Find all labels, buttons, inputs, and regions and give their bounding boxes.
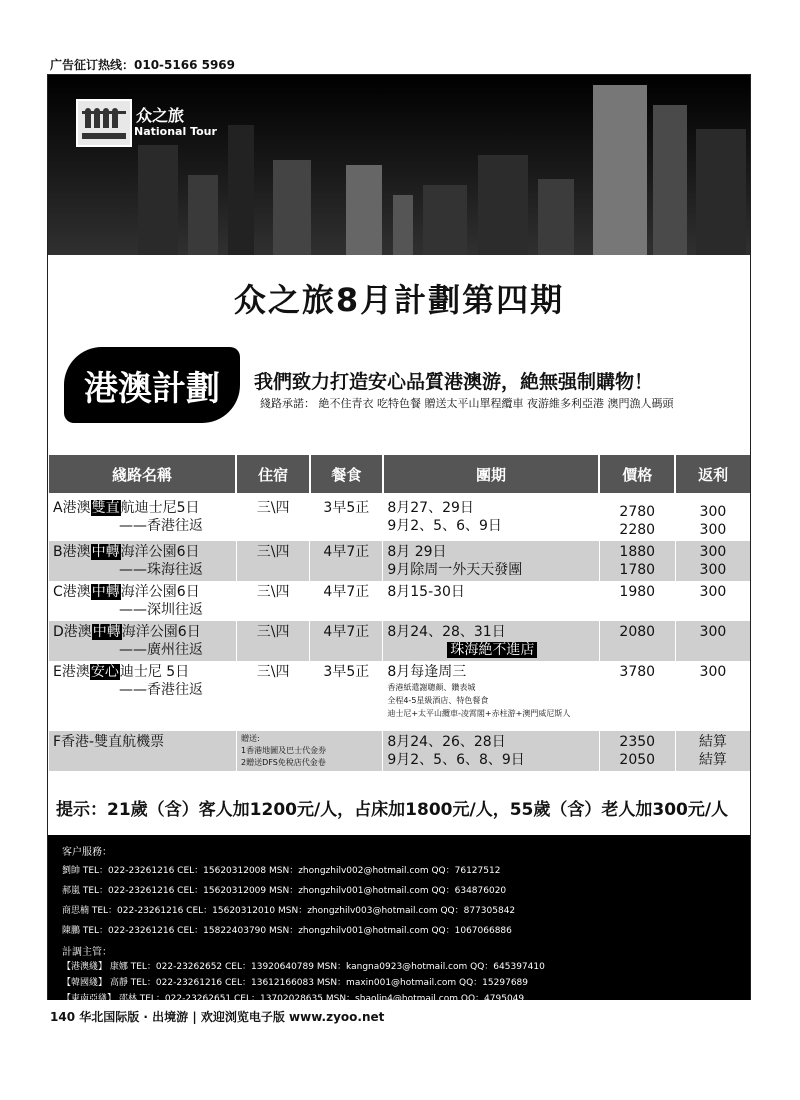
header-dates: 團期: [383, 455, 599, 493]
dates: 8月15-30日: [383, 581, 599, 621]
stay: 三\四: [236, 581, 309, 621]
price: 3780: [599, 661, 675, 731]
slogan: 我們致力打造安心品質港澳游，絶無强制購物！: [254, 371, 654, 393]
rebate: 300: [675, 581, 750, 621]
meals: 4早7正: [310, 581, 383, 621]
brand-badge: 港澳計劃: [64, 347, 240, 423]
route-name: E港澳安心迪士尼 5日 ——香港往返: [49, 661, 237, 731]
rebate: 300: [675, 661, 750, 731]
hotline: 广告征订热线：010-5166 5969: [50, 58, 236, 72]
price: 2080: [599, 621, 675, 661]
table-row: [49, 621, 751, 661]
gift-note: 贈送: 1香港地圖及巴士代金券 2贈送DFS免稅店代金卷: [236, 731, 382, 771]
price-tip: 提示：21歲（含）客人加1200元/人，占床加1800元/人，55歲（含）老人加300元/人: [56, 800, 729, 820]
contact-row: 陳鵬 TEL：022-23261216 CEL：15822403790 MSN：zhongzhilv001@hotmail.com QQ：1067066886: [62, 926, 512, 936]
route-name: D港澳中轉海洋公園6日 ——廣州往返: [49, 621, 237, 661]
stay: 三\四: [236, 661, 309, 731]
dates: 8月每逢周三 香港紙遣謝聰顏、鑽表城 全程4-5星級酒店、特色餐食 迪士尼+太平山纜車-凌霄閣+赤柱游+澳門威尼斯人: [383, 661, 599, 731]
page-title: 众之旅8月計劃第四期: [233, 281, 565, 319]
table-row: [49, 541, 751, 581]
price: 1880 1780: [599, 541, 675, 581]
route-promise: 綫路承諾： 絶不住青衣 吃特色餐 贈送太平山單程纜車 夜游維多利亞港 澳門漁人碼頭: [260, 397, 674, 410]
routes-table: [48, 455, 750, 771]
hero-banner: [48, 75, 750, 255]
manager-row: 【韓國綫】 高靜 TEL：022-23261216 CEL：13612166083 MSN：maxin001@hotmail.com QQ：15297689: [62, 978, 528, 988]
manager-row: 【港澳綫】 康娜 TEL：022-23262652 CEL：13920640789 MSN：kangna0923@hotmail.com QQ：645397410: [62, 962, 545, 972]
dates: 8月27、29日 9月2、5、6、9日: [383, 493, 599, 541]
table-row: [49, 731, 751, 771]
contact-row: 商思楠 TEL：022-23261216 CEL：15620312010 MSN：zhongzhilv003@hotmail.com QQ：877305842: [62, 906, 516, 916]
meals: 3早5正: [310, 661, 383, 731]
meals: 4早7正: [310, 621, 383, 661]
contact-panel: [48, 835, 750, 1004]
rebate: 300 300: [675, 493, 750, 541]
rebate: 300 300: [675, 541, 750, 581]
price: 1980: [599, 581, 675, 621]
meals: 3早5正: [310, 493, 383, 541]
header-price: 價格: [599, 455, 675, 493]
header-meals: 餐食: [310, 455, 383, 493]
no-shopping-badge: 珠海絶不進店: [447, 642, 537, 658]
manager-label: 計調主管：: [62, 947, 112, 958]
ad-frame: [47, 74, 751, 1004]
dates: 8月24、26、28日 9月2、5、6、8、9日: [383, 731, 599, 771]
meals: 4早7正: [310, 541, 383, 581]
dates: 8月24、28、31日 珠海絶不進店: [383, 621, 599, 661]
service-label: 客户服務：: [62, 847, 112, 858]
rebate: 300: [675, 621, 750, 661]
route-name: F香港-雙直航機票: [49, 731, 237, 771]
header-rebate: 返利: [675, 455, 750, 493]
dates: 8月 29日 9月除周一外天天發團: [383, 541, 599, 581]
contact-row: 郝嵐 TEL：022-23261216 CEL：15620312009 MSN：zhongzhilv001@hotmail.com QQ：634876020: [62, 886, 507, 896]
logo-text-en: National Tour: [134, 125, 217, 138]
route-name: C港澳中轉海洋公園6日 ——深圳往返: [49, 581, 237, 621]
page-footer: 140 华北国际版 · 出境游 | 欢迎浏览电子版 www.zyoo.net: [50, 1010, 385, 1024]
logo-mark-icon: [76, 99, 132, 147]
stay: 三\四: [236, 541, 309, 581]
price: 2780 2280: [599, 493, 675, 541]
stay: 三\四: [236, 493, 309, 541]
logo-text-cn: 众之旅: [136, 106, 185, 125]
route-name: B港澳中轉海洋公園6日 ——珠海往返: [49, 541, 237, 581]
stay: 三\四: [236, 621, 309, 661]
header-route-name: 綫路名稱: [49, 455, 237, 493]
price: 2350 2050: [599, 731, 675, 771]
contact-row: 劉帥 TEL：022-23261216 CEL：15620312008 MSN：zhongzhilv002@hotmail.com QQ：76127512: [62, 866, 501, 876]
route-name: A港澳雙直航迪士尼5日 ——香港往返: [49, 493, 237, 541]
table-row: [49, 493, 751, 541]
table-row: [49, 581, 751, 621]
header-stay: 住宿: [236, 455, 309, 493]
manager-row: 【東南亞綫】 邵林 TEL：022-23262651 CEL：13702028635 MSN：shaolin4@hotmail.com QQ：4795049: [62, 994, 525, 1004]
rebate: 結算 結算: [675, 731, 750, 771]
table-row: [49, 661, 751, 731]
